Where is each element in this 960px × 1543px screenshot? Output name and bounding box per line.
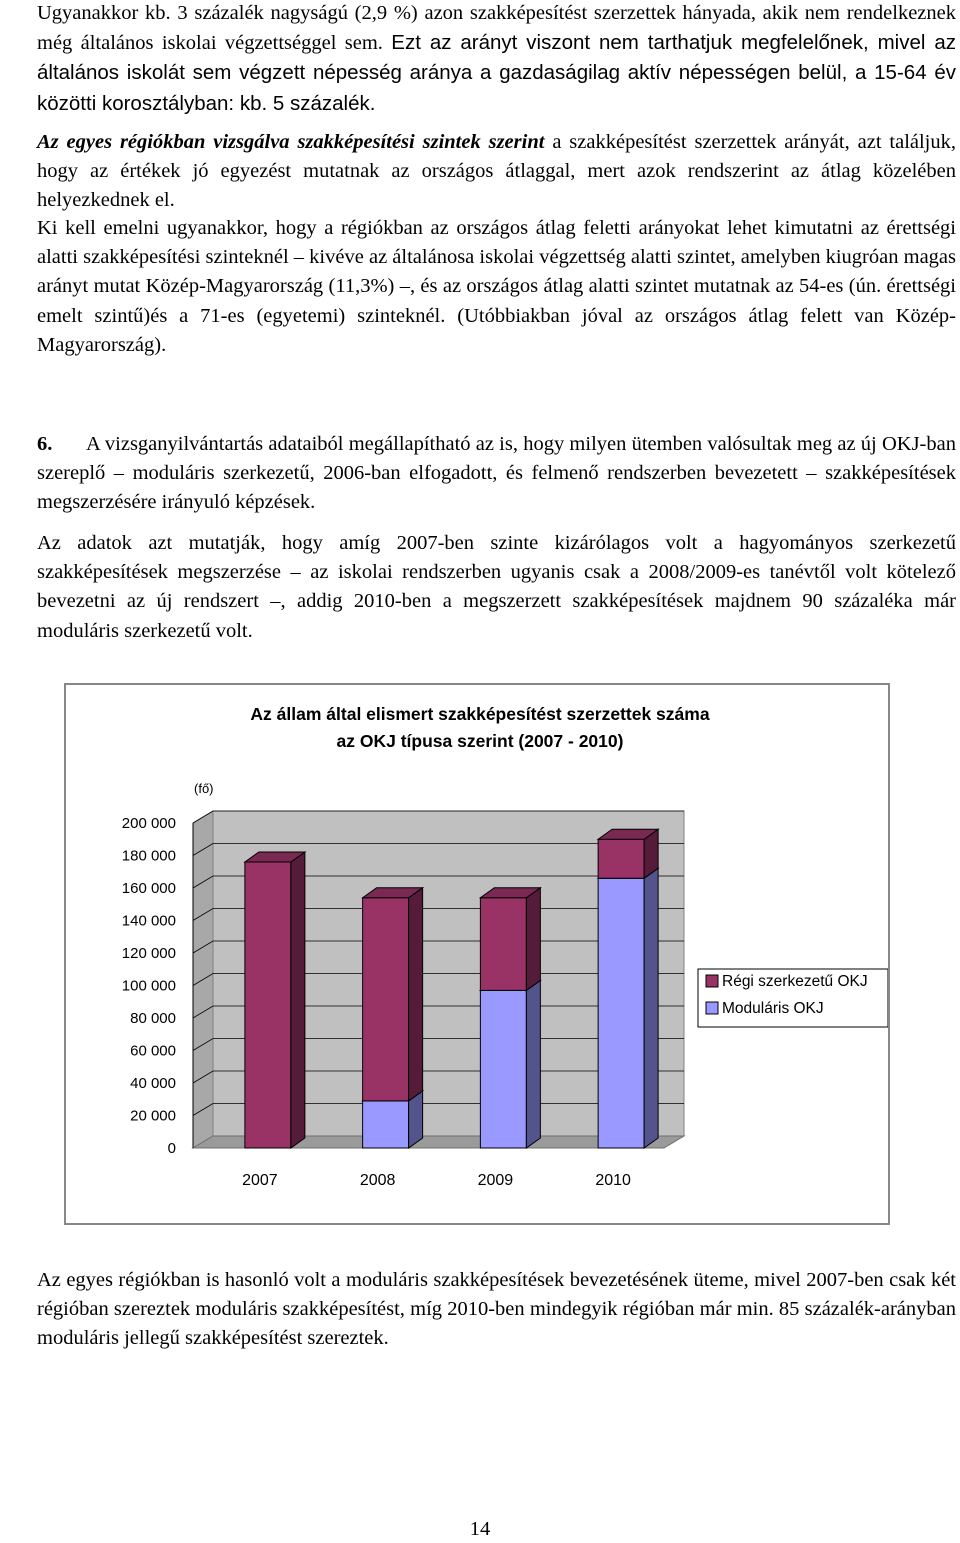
y-tick-label: 120 000 (121, 945, 176, 962)
y-tick-label: 40 000 (130, 1075, 176, 1092)
bar-side-2008-old (409, 888, 423, 1101)
section-number: 6. (37, 433, 53, 455)
y-tick-label: 180 000 (121, 847, 176, 865)
y-tick-label: 160 000 (121, 880, 176, 897)
legend-label: Régi szerkezetű OKJ (722, 973, 868, 990)
paragraph-5: Az adatok azt mutatják, hogy amíg 2007-ben szinte kizárólagos volt a hagyományos szerkezetű szakképesítések megszerzése – az iskolai rendszerben ugyanis csak a 2008/2009-es tanévtől volt kötelező bevezetni az új rendszert –, addig 2010-ben a megszerzett szakképesítések majdnem 90 százaléka már moduláris szerkezetű volt. (37, 532, 956, 642)
y-tick-label: 100 000 (121, 977, 176, 995)
bar-side-2009-modular (526, 980, 540, 1148)
stacked-bar-chart (66, 685, 888, 1223)
x-tick-label: 2010 (595, 1172, 631, 1189)
y-axis-unit-label: (fő) (194, 781, 214, 796)
bar-side-2010-modular (644, 868, 658, 1148)
paragraph-4 (37, 430, 956, 518)
bar-front-2009-old (480, 898, 526, 991)
paragraph-2-emphasis: Az egyes régiókban vizsgálva szakképesítési szintek szerint (37, 131, 545, 153)
bar-side-2009-old (526, 888, 540, 991)
paragraph-2 (37, 128, 956, 216)
legend-label: Moduláris OKJ (722, 1000, 824, 1017)
bar-front-2009-modular (480, 990, 526, 1148)
bar-front-2010-modular (598, 878, 644, 1148)
bar-front-2010-old (598, 839, 644, 878)
bar-side-2007-old (291, 852, 305, 1148)
y-tick-label: 80 000 (130, 1010, 176, 1027)
paragraph-1-text: Ugyanakkor kb. 3 százalék nagyságú (2,9 %) azon szakképesítést szerzettek hányada, akik nem rendelkeznek még általános iskolai végzettséggel sem. (37, 2, 956, 55)
y-tick-label: 200 000 (121, 815, 176, 832)
bar-front-2008-old (363, 898, 409, 1101)
paragraph-2-text: a szakképesítést szerzettek arányát, azt találjuk, hogy az értékek jó egyezést mutatnak az országos átlaggal, mert azok rendszerint az átlag közelében helyezkednek el. (37, 131, 957, 212)
chart-title-line-1: Az állam által elismert szakképesítést szerzettek száma (250, 704, 710, 724)
y-tick-label: 140 000 (121, 912, 176, 930)
chart-title-line-2: az OKJ típusa szerint (2007 - 2010) (336, 731, 624, 751)
bar-front-2007-old (245, 862, 291, 1148)
paragraph-4-text: A vizsganyilvántartás adataiból megállapítható az is, hogy milyen ütemben valósultak meg az új OKJ-ban szereplő – moduláris szerkezetű, 2006-ban elfogadott, és felmenő rendszerben bevezetett – szakképesítések megszerzésére irányuló képzések. (37, 433, 956, 514)
y-tick-label: 0 (167, 1140, 176, 1157)
chart-frame (64, 683, 890, 1225)
paragraph-3: Ki kell emelni ugyanakkor, hogy a régiókban az országos átlag feletti arányokat lehet kimutatni az érettségi alatti szakképesítési szinteknél – kivéve az általánosa iskolai végzettség alatti szintet, amelyben kiugróan magas arányt mutat Közép-Magyarország (11,3%) –, és az országos átlag alatti szintet mutatnak az 54-es (ún. érettségi emelt szintű)és a 71-es (egyetemi) szinteknél. (Utóbbiakban jóval az országos átlag felett van Közép-Magyarország). (37, 217, 956, 356)
legend-swatch (706, 975, 718, 987)
paragraph-6: Az egyes régiókban is hasonló volt a moduláris szakképesítések bevezetésének üteme, mivel 2007-ben csak két régióban szereztek moduláris szakképesítést, míg 2010-ben mindegyik régióban már min. 85 százalék-arányban moduláris jellegű szakképesítést szereztek. (37, 1269, 956, 1350)
paragraph-1-sans-text: Ezt az arányt viszont nem tarthatjuk megfelelőnek, mivel az általános iskolát sem végzett népesség aránya a gazdaságilag aktív népességen belül, a 15-64 év közötti korosztályban: kb. 5 százalék. (37, 31, 957, 115)
page-number: 14 (469, 1518, 491, 1540)
x-tick-label: 2007 (242, 1172, 278, 1189)
bar-front-2008-modular (363, 1101, 409, 1148)
paragraph-1 (37, 0, 956, 119)
y-tick-label: 20 000 (130, 1107, 176, 1125)
x-tick-label: 2009 (477, 1172, 514, 1189)
y-tick-label: 60 000 (130, 1042, 176, 1060)
x-tick-label: 2008 (359, 1172, 396, 1189)
legend-swatch (706, 1002, 718, 1014)
